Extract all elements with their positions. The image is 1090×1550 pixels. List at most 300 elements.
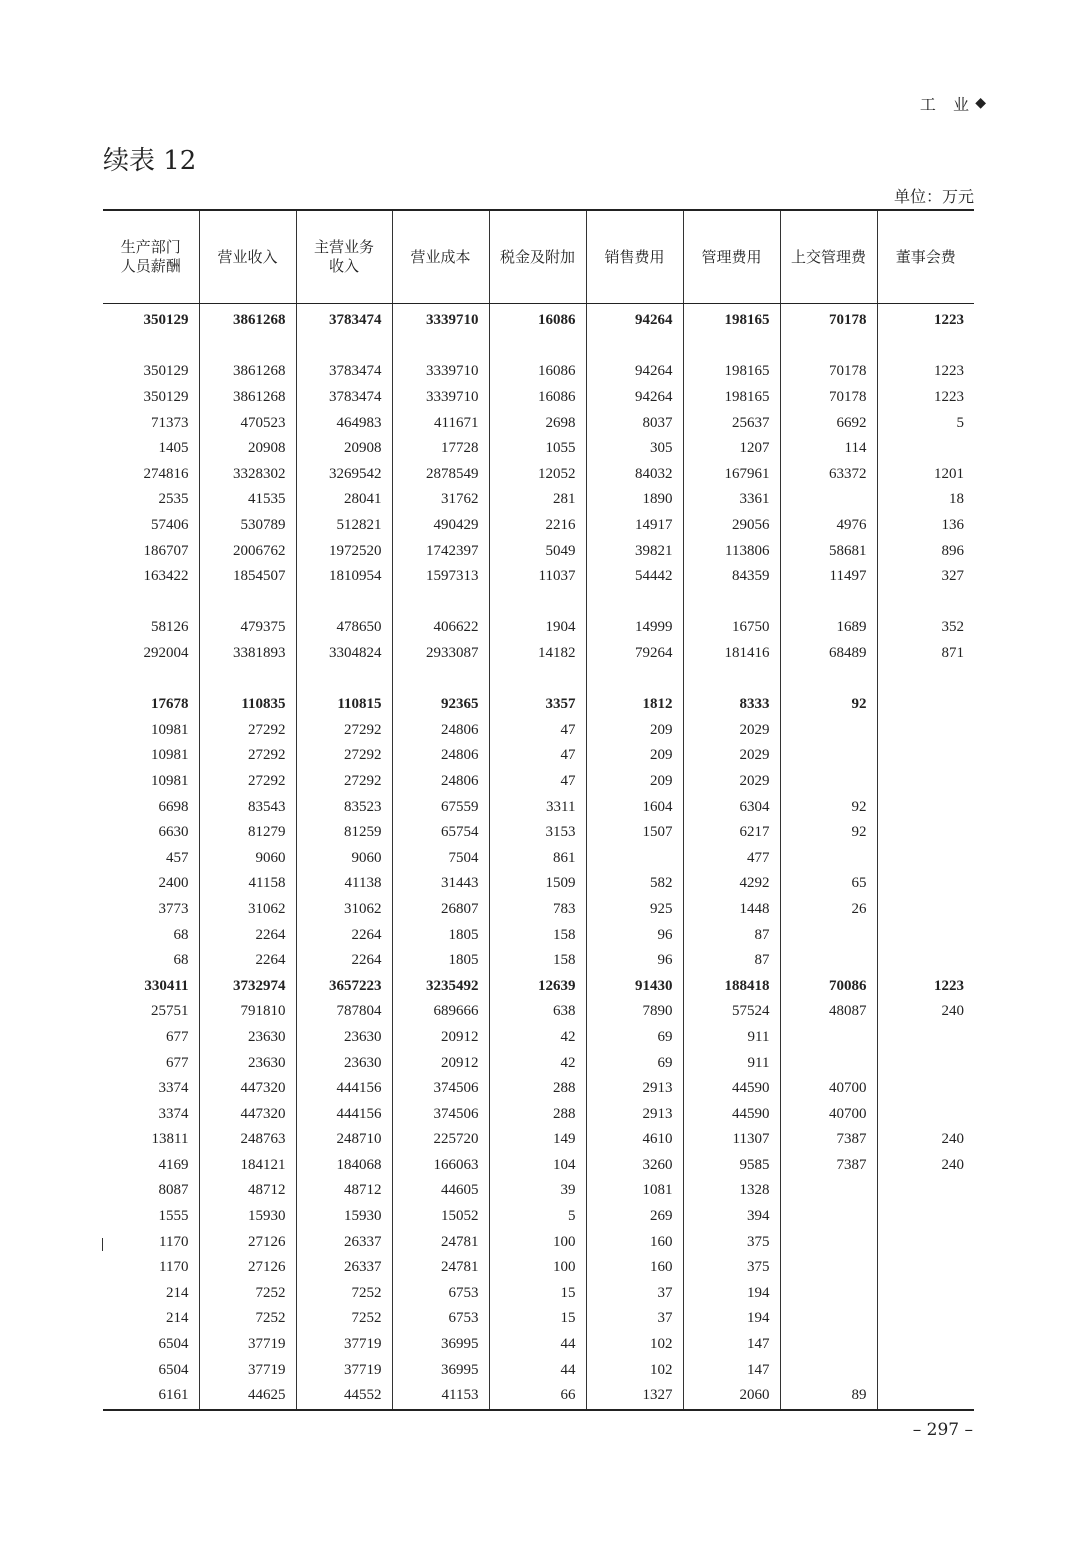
table-cell: 8333 bbox=[683, 692, 780, 718]
table-cell: 92365 bbox=[392, 692, 489, 718]
table-cell: 7252 bbox=[199, 1306, 296, 1332]
table-cell: 3783474 bbox=[296, 385, 392, 411]
table-cell: 2216 bbox=[489, 513, 586, 539]
table-row bbox=[103, 1178, 974, 1204]
table-cell: 41158 bbox=[199, 871, 296, 897]
table-cell: 23630 bbox=[296, 1025, 392, 1051]
table-cell: 1805 bbox=[392, 922, 489, 948]
table-cell: 350129 bbox=[143, 363, 189, 380]
table-cell: 3783474 bbox=[296, 359, 392, 385]
table-cell: 27292 bbox=[199, 743, 296, 769]
table-cell: 3374 bbox=[158, 1105, 189, 1122]
table-cell: 40700 bbox=[780, 1076, 877, 1102]
table-cell: 209 bbox=[586, 718, 683, 744]
table-cell: 2060 bbox=[683, 1383, 780, 1409]
table-cell bbox=[877, 436, 974, 462]
table-cell: 37 bbox=[586, 1306, 683, 1332]
table-row bbox=[103, 564, 974, 590]
table-cell bbox=[780, 666, 877, 692]
table-cell bbox=[296, 590, 392, 616]
table-cell: 10981 bbox=[151, 721, 189, 738]
column-header: 税金及附加 bbox=[489, 210, 586, 304]
table-cell: 94264 bbox=[586, 385, 683, 411]
table-cell: 6217 bbox=[683, 820, 780, 846]
table-cell: 89 bbox=[780, 1383, 877, 1409]
table-cell: 1890 bbox=[586, 487, 683, 513]
table-cell: 911 bbox=[683, 1050, 780, 1076]
table-cell: 188418 bbox=[683, 973, 780, 999]
table-cell: 8087 bbox=[158, 1182, 189, 1199]
unit-label: 单位：万元 bbox=[893, 187, 974, 206]
table-cell bbox=[780, 845, 877, 871]
table-cell: 44552 bbox=[296, 1383, 392, 1409]
column-header: 董事会费 bbox=[877, 210, 974, 304]
table-cell: 3861268 bbox=[199, 359, 296, 385]
table-cell: 4292 bbox=[683, 871, 780, 897]
table-row bbox=[103, 590, 974, 616]
table-cell bbox=[877, 590, 974, 616]
table-cell: 81259 bbox=[296, 820, 392, 846]
table-cell: 4976 bbox=[780, 513, 877, 539]
table-row bbox=[103, 1101, 974, 1127]
table-cell: 26337 bbox=[296, 1229, 392, 1255]
table-cell: 240 bbox=[877, 1127, 974, 1153]
table-row bbox=[103, 385, 974, 411]
table-cell: 68489 bbox=[780, 641, 877, 667]
table-cell: 31443 bbox=[392, 871, 489, 897]
table-cell: 477 bbox=[683, 845, 780, 871]
table-cell: 39 bbox=[489, 1178, 586, 1204]
table-cell: 91430 bbox=[586, 973, 683, 999]
table-cell: 6692 bbox=[780, 410, 877, 436]
table-cell: 100 bbox=[489, 1255, 586, 1281]
table-cell bbox=[780, 1281, 877, 1307]
table-row bbox=[103, 436, 974, 462]
table-cell: 2400 bbox=[158, 875, 189, 892]
table-cell: 96 bbox=[586, 922, 683, 948]
table-cell: 27292 bbox=[296, 718, 392, 744]
table-cell bbox=[877, 1178, 974, 1204]
table-cell: 18 bbox=[877, 487, 974, 513]
table-cell: 194 bbox=[683, 1281, 780, 1307]
table-cell: 1170 bbox=[159, 1233, 189, 1250]
table-cell: 2535 bbox=[158, 491, 189, 508]
table-cell: 3732974 bbox=[199, 973, 296, 999]
table-cell: 27292 bbox=[296, 769, 392, 795]
table-cell: 6161 bbox=[158, 1387, 189, 1404]
table-cell bbox=[877, 692, 974, 718]
table-cell: 13811 bbox=[151, 1131, 189, 1148]
table-cell: 248763 bbox=[199, 1127, 296, 1153]
table-cell: 1055 bbox=[489, 436, 586, 462]
table-cell: 186707 bbox=[143, 542, 189, 559]
margin-mark bbox=[102, 1238, 103, 1251]
table-cell bbox=[877, 334, 974, 360]
table-cell: 6304 bbox=[683, 794, 780, 820]
table-cell: 28041 bbox=[296, 487, 392, 513]
table-cell bbox=[877, 1204, 974, 1230]
table-cell: 100 bbox=[489, 1229, 586, 1255]
table-cell bbox=[780, 922, 877, 948]
table-cell bbox=[877, 1255, 974, 1281]
table-cell: 209 bbox=[586, 769, 683, 795]
table-row bbox=[103, 794, 974, 820]
table-cell: 582 bbox=[586, 871, 683, 897]
table-cell: 7252 bbox=[199, 1281, 296, 1307]
table-cell: 26807 bbox=[392, 897, 489, 923]
table-cell: 25637 bbox=[683, 410, 780, 436]
table-cell bbox=[780, 1306, 877, 1332]
table-cell: 198165 bbox=[683, 385, 780, 411]
table-cell: 7387 bbox=[780, 1153, 877, 1179]
table-cell bbox=[877, 948, 974, 974]
table-row bbox=[103, 999, 974, 1025]
table-cell: 479375 bbox=[199, 615, 296, 641]
table-row bbox=[103, 1357, 974, 1383]
table-cell: 194 bbox=[683, 1306, 780, 1332]
table-cell: 861 bbox=[489, 845, 586, 871]
table-cell: 41138 bbox=[296, 871, 392, 897]
table-cell: 12639 bbox=[489, 973, 586, 999]
table-cell: 2913 bbox=[586, 1076, 683, 1102]
table-cell: 147 bbox=[683, 1357, 780, 1383]
table-row bbox=[103, 334, 974, 360]
table-cell: 57524 bbox=[683, 999, 780, 1025]
table-cell bbox=[780, 769, 877, 795]
table-cell bbox=[877, 820, 974, 846]
table-cell: 70178 bbox=[780, 385, 877, 411]
table-cell: 94264 bbox=[586, 359, 683, 385]
page-number: – 297 – bbox=[912, 1420, 973, 1440]
table-row bbox=[103, 1076, 974, 1102]
table-cell bbox=[392, 590, 489, 616]
column-header: 主营业务 收入 bbox=[296, 210, 392, 304]
table-cell: 11497 bbox=[780, 564, 877, 590]
table-cell: 512821 bbox=[296, 513, 392, 539]
table-row bbox=[103, 922, 974, 948]
table-cell: 209 bbox=[586, 743, 683, 769]
table-cell: 2913 bbox=[586, 1101, 683, 1127]
table-cell: 4169 bbox=[158, 1156, 189, 1173]
table-cell: 5049 bbox=[489, 538, 586, 564]
table-cell: 11307 bbox=[683, 1127, 780, 1153]
table-cell: 3153 bbox=[489, 820, 586, 846]
table-cell bbox=[296, 334, 392, 360]
table-cell: 6698 bbox=[158, 798, 189, 815]
table-cell: 44590 bbox=[683, 1101, 780, 1127]
table-cell bbox=[586, 845, 683, 871]
table-cell: 1327 bbox=[586, 1383, 683, 1409]
table-cell bbox=[780, 1332, 877, 1358]
table-cell: 113806 bbox=[683, 538, 780, 564]
table-cell: 787804 bbox=[296, 999, 392, 1025]
table-row bbox=[103, 1255, 974, 1281]
table-cell: 1223 bbox=[877, 385, 974, 411]
table-cell: 8037 bbox=[586, 410, 683, 436]
table-cell bbox=[877, 1357, 974, 1383]
table-cell: 58681 bbox=[780, 538, 877, 564]
table-cell: 16086 bbox=[489, 385, 586, 411]
table-cell bbox=[877, 666, 974, 692]
table-row bbox=[103, 1050, 974, 1076]
table-cell: 110815 bbox=[296, 692, 392, 718]
table-cell: 1904 bbox=[489, 615, 586, 641]
table-cell: 1328 bbox=[683, 1178, 780, 1204]
table-cell: 15 bbox=[489, 1306, 586, 1332]
table-cell: 871 bbox=[877, 641, 974, 667]
table-cell: 288 bbox=[489, 1076, 586, 1102]
table-cell: 17678 bbox=[151, 696, 189, 713]
table-cell bbox=[877, 794, 974, 820]
page-title: 续表 12 bbox=[103, 146, 197, 176]
table-cell bbox=[877, 769, 974, 795]
table-row bbox=[103, 897, 974, 923]
table-cell: 1597313 bbox=[392, 564, 489, 590]
table-cell: 3339710 bbox=[392, 304, 489, 334]
table-cell: 1448 bbox=[683, 897, 780, 923]
table-cell bbox=[877, 1306, 974, 1332]
table-cell: 1081 bbox=[586, 1178, 683, 1204]
table-cell: 248710 bbox=[296, 1127, 392, 1153]
table-cell: 92 bbox=[780, 794, 877, 820]
table-cell: 689666 bbox=[392, 999, 489, 1025]
table-cell: 2006762 bbox=[199, 538, 296, 564]
table-cell: 166063 bbox=[392, 1153, 489, 1179]
table-row bbox=[103, 1025, 974, 1051]
table-cell: 305 bbox=[586, 436, 683, 462]
table-cell: 374506 bbox=[392, 1076, 489, 1102]
table-cell: 10981 bbox=[151, 747, 189, 764]
table-cell: 27292 bbox=[199, 769, 296, 795]
table-cell bbox=[877, 845, 974, 871]
table-cell: 24781 bbox=[392, 1229, 489, 1255]
table-cell: 214 bbox=[166, 1284, 189, 1301]
table-cell bbox=[780, 1357, 877, 1383]
table-cell: 2933087 bbox=[392, 641, 489, 667]
table-cell: 3783474 bbox=[296, 304, 392, 334]
table-cell bbox=[780, 1204, 877, 1230]
table-cell: 47 bbox=[489, 718, 586, 744]
table-cell: 24806 bbox=[392, 743, 489, 769]
table-cell: 31062 bbox=[199, 897, 296, 923]
table-cell: 214 bbox=[166, 1310, 189, 1327]
table-cell: 677 bbox=[166, 1054, 189, 1071]
table-row bbox=[103, 845, 974, 871]
table-cell: 327 bbox=[877, 564, 974, 590]
table-cell bbox=[877, 1383, 974, 1409]
table-cell: 1223 bbox=[877, 973, 974, 999]
table-row bbox=[103, 692, 974, 718]
table-cell: 198165 bbox=[683, 304, 780, 334]
table-cell bbox=[586, 590, 683, 616]
table-cell: 58126 bbox=[151, 619, 189, 636]
column-header: 上交管理费 bbox=[780, 210, 877, 304]
table-row bbox=[103, 743, 974, 769]
table-cell: 37719 bbox=[199, 1332, 296, 1358]
table-cell bbox=[877, 871, 974, 897]
table-cell: 478650 bbox=[296, 615, 392, 641]
table-cell: 163422 bbox=[143, 568, 189, 585]
table-cell bbox=[103, 666, 199, 692]
table-cell: 925 bbox=[586, 897, 683, 923]
table-cell: 27126 bbox=[199, 1229, 296, 1255]
table-cell: 1812 bbox=[586, 692, 683, 718]
table-cell: 2029 bbox=[683, 718, 780, 744]
table-cell bbox=[877, 1229, 974, 1255]
table-cell: 1742397 bbox=[392, 538, 489, 564]
table-row bbox=[103, 1332, 974, 1358]
table-cell: 12052 bbox=[489, 462, 586, 488]
table-cell: 240 bbox=[877, 1153, 974, 1179]
table-cell: 281 bbox=[489, 487, 586, 513]
table-cell: 791810 bbox=[199, 999, 296, 1025]
table-cell: 44590 bbox=[683, 1076, 780, 1102]
table-cell: 225720 bbox=[392, 1127, 489, 1153]
table-row bbox=[103, 718, 974, 744]
table-cell: 27126 bbox=[199, 1255, 296, 1281]
table-cell: 23630 bbox=[199, 1050, 296, 1076]
table-cell: 23630 bbox=[199, 1025, 296, 1051]
table-cell: 6753 bbox=[392, 1306, 489, 1332]
table-cell bbox=[683, 666, 780, 692]
table-cell: 41535 bbox=[199, 487, 296, 513]
table-cell: 10981 bbox=[151, 772, 189, 789]
table-row bbox=[103, 1229, 974, 1255]
table-cell: 1405 bbox=[158, 440, 189, 457]
table-cell bbox=[199, 666, 296, 692]
table-cell: 3269542 bbox=[296, 462, 392, 488]
table-row bbox=[103, 487, 974, 513]
table-row bbox=[103, 615, 974, 641]
table-cell: 114 bbox=[780, 436, 877, 462]
table-cell: 54442 bbox=[586, 564, 683, 590]
table-cell: 23630 bbox=[296, 1050, 392, 1076]
table-cell: 411671 bbox=[392, 410, 489, 436]
table-cell: 14182 bbox=[489, 641, 586, 667]
table-cell: 3361 bbox=[683, 487, 780, 513]
table-cell: 2029 bbox=[683, 743, 780, 769]
table-cell: 70086 bbox=[780, 973, 877, 999]
table-cell: 1689 bbox=[780, 615, 877, 641]
table-cell bbox=[877, 1281, 974, 1307]
table-cell: 37719 bbox=[296, 1357, 392, 1383]
table-cell: 14917 bbox=[586, 513, 683, 539]
table-cell: 444156 bbox=[296, 1101, 392, 1127]
table-cell bbox=[392, 334, 489, 360]
table-row bbox=[103, 1153, 974, 1179]
table-cell: 83523 bbox=[296, 794, 392, 820]
table-cell bbox=[877, 1101, 974, 1127]
table-cell bbox=[296, 666, 392, 692]
table-cell: 2878549 bbox=[392, 462, 489, 488]
table-body bbox=[103, 304, 974, 1409]
table-cell: 184068 bbox=[296, 1153, 392, 1179]
table-cell: 1207 bbox=[683, 436, 780, 462]
table-cell: 16086 bbox=[489, 304, 586, 334]
table-cell bbox=[780, 718, 877, 744]
table-cell: 1509 bbox=[489, 871, 586, 897]
table-header-row bbox=[103, 210, 974, 304]
table-cell: 57406 bbox=[151, 517, 189, 534]
table-cell: 3304824 bbox=[296, 641, 392, 667]
table-row bbox=[103, 462, 974, 488]
table-row bbox=[103, 871, 974, 897]
table-cell bbox=[199, 590, 296, 616]
table-cell: 79264 bbox=[586, 641, 683, 667]
table-row bbox=[103, 513, 974, 539]
table-cell: 352 bbox=[877, 615, 974, 641]
table-cell bbox=[683, 590, 780, 616]
table-row bbox=[103, 1281, 974, 1307]
table-cell: 70178 bbox=[780, 359, 877, 385]
table-cell: 274816 bbox=[143, 465, 189, 482]
table-cell bbox=[780, 1229, 877, 1255]
table-cell: 63372 bbox=[780, 462, 877, 488]
table-cell: 375 bbox=[683, 1229, 780, 1255]
table-cell bbox=[586, 334, 683, 360]
table-cell: 9060 bbox=[199, 845, 296, 871]
table-cell: 149 bbox=[489, 1127, 586, 1153]
table-cell: 11037 bbox=[489, 564, 586, 590]
table-cell: 83543 bbox=[199, 794, 296, 820]
table-cell: 7387 bbox=[780, 1127, 877, 1153]
table-cell: 375 bbox=[683, 1255, 780, 1281]
table-cell: 3235492 bbox=[392, 973, 489, 999]
table-cell: 3339710 bbox=[392, 385, 489, 411]
table-cell: 1201 bbox=[877, 462, 974, 488]
table-cell: 6504 bbox=[158, 1361, 189, 1378]
table-cell: 48087 bbox=[780, 999, 877, 1025]
table-cell: 102 bbox=[586, 1357, 683, 1383]
table-cell: 67559 bbox=[392, 794, 489, 820]
table-cell: 44605 bbox=[392, 1178, 489, 1204]
table-cell: 147 bbox=[683, 1332, 780, 1358]
table-cell: 36995 bbox=[392, 1332, 489, 1358]
table-cell: 350129 bbox=[143, 389, 189, 406]
table-cell: 3381893 bbox=[199, 641, 296, 667]
running-header: 工 业 bbox=[919, 95, 975, 114]
table-cell: 47 bbox=[489, 769, 586, 795]
table-cell: 9585 bbox=[683, 1153, 780, 1179]
table-cell: 184121 bbox=[199, 1153, 296, 1179]
table-cell: 37 bbox=[586, 1281, 683, 1307]
table-cell: 447320 bbox=[199, 1101, 296, 1127]
table-cell: 457 bbox=[166, 849, 189, 866]
table-cell: 6753 bbox=[392, 1281, 489, 1307]
data-table bbox=[103, 209, 974, 1409]
table-cell bbox=[780, 590, 877, 616]
table-cell: 160 bbox=[586, 1255, 683, 1281]
table-cell: 3657223 bbox=[296, 973, 392, 999]
table-cell bbox=[780, 743, 877, 769]
table-cell: 15052 bbox=[392, 1204, 489, 1230]
table-row bbox=[103, 1204, 974, 1230]
table-cell: 65754 bbox=[392, 820, 489, 846]
table-cell bbox=[780, 1255, 877, 1281]
table-cell: 81279 bbox=[199, 820, 296, 846]
table-cell: 3861268 bbox=[199, 304, 296, 334]
table-cell: 96 bbox=[586, 948, 683, 974]
table-cell: 330411 bbox=[144, 977, 189, 994]
table-cell bbox=[683, 334, 780, 360]
table-cell bbox=[780, 1050, 877, 1076]
table-cell: 1555 bbox=[158, 1208, 189, 1225]
table-cell: 2698 bbox=[489, 410, 586, 436]
table-cell: 84032 bbox=[586, 462, 683, 488]
table-cell: 47 bbox=[489, 743, 586, 769]
table-cell bbox=[877, 743, 974, 769]
table-row bbox=[103, 666, 974, 692]
